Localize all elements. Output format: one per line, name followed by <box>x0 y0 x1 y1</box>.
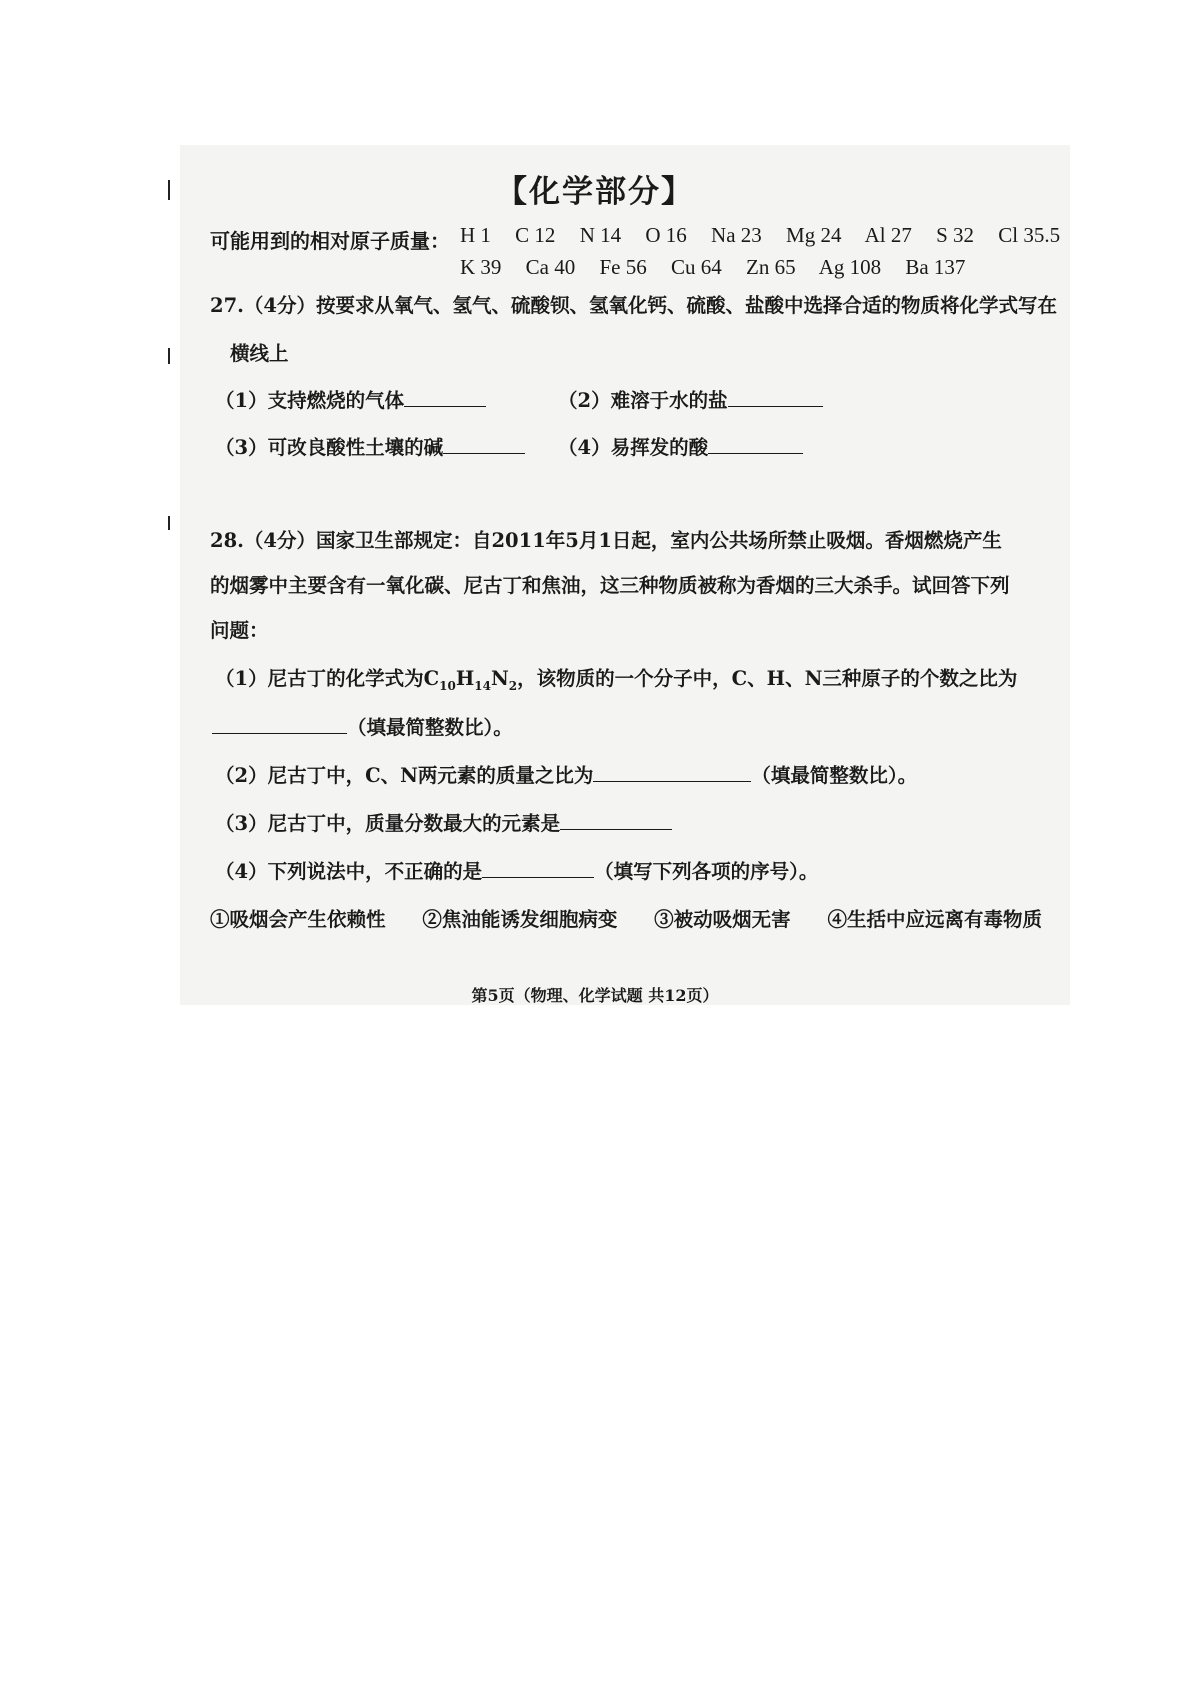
formula-subscript: 2 <box>508 678 518 693</box>
q28-part-4-text-a: （4）下列说法中，不正确的是 <box>215 860 483 883</box>
atomic-mass-item: Ba 137 <box>905 255 966 279</box>
q27-stem-line-1: 27.（4分）按要求从氧气、氢气、硫酸钡、氢氧化钙、硫酸、盐酸中选择合适的物质将化学式写在 <box>210 294 1057 317</box>
answer-blank-q27-2[interactable] <box>728 388 823 407</box>
q28-stem-line-2: 的烟雾中主要含有一氧化碳、尼古丁和焦油，这三种物质被称为香烟的三大杀手。试回答下列 <box>210 574 1010 597</box>
answer-blank-q27-1[interactable] <box>404 388 486 407</box>
q28-part-1-text-c: （填最简整数比）。 <box>347 716 513 739</box>
nicotine-formula <box>423 667 518 693</box>
choice-item: ③被动吸烟无害 <box>654 908 791 931</box>
q27-part-2-label: （2）难溶于水的盐 <box>558 389 728 412</box>
q28-part-2 <box>215 760 917 788</box>
q27-part-2 <box>558 385 823 413</box>
q27-stem-line-2: 横线上 <box>230 342 289 365</box>
section-title: 【化学部分】 <box>496 174 694 210</box>
q28-part-1-text-a: （1）尼古丁的化学式为 <box>215 667 424 690</box>
choice-item: ①吸烟会产生依赖性 <box>210 908 386 931</box>
q28-part-2-text-b: （填最简整数比）。 <box>751 764 918 787</box>
atomic-mass-item: C 12 <box>515 223 556 247</box>
atomic-mass-item: H 1 <box>460 223 491 247</box>
atomic-mass-row-2 <box>460 255 984 280</box>
q28-part-3 <box>215 808 672 836</box>
q28-part-2-text-a: （2）尼古丁中，C、N两元素的质量之比为 <box>215 764 594 787</box>
atomic-mass-row-1 <box>460 223 1079 248</box>
q27-part-1 <box>215 385 486 413</box>
q28-choices <box>210 904 1042 932</box>
formula-subscript: 14 <box>474 678 491 693</box>
atomic-mass-item: Ag 108 <box>818 255 882 279</box>
choice-item: ④生括中应远离有毒物质 <box>827 908 1042 931</box>
atomic-mass-label: 可能用到的相对原子质量： <box>210 229 450 253</box>
binding-mark <box>168 516 170 530</box>
answer-blank-q27-3[interactable] <box>443 435 525 454</box>
q28-stem-line-1: 28.（4分）国家卫生部规定：自2011年5月1日起，室内公共场所禁止吸烟。香烟燃烧产生 <box>210 529 1002 552</box>
atomic-mass-item: Mg 24 <box>786 223 842 247</box>
choice-item: ②焦油能诱发细胞病变 <box>422 908 618 931</box>
answer-blank-q28-2[interactable] <box>593 763 751 782</box>
formula-element: C <box>423 667 440 690</box>
answer-blank-q28-1[interactable] <box>212 715 347 734</box>
q27-part-1-label: （1）支持燃烧的气体 <box>215 389 405 412</box>
q27-part-4-label: （4）易挥发的酸 <box>558 436 709 459</box>
answer-blank-q28-4[interactable] <box>482 859 594 878</box>
atomic-mass-item: Al 27 <box>864 223 912 247</box>
atomic-mass-item: Na 23 <box>711 223 762 247</box>
q27-part-3 <box>215 432 525 460</box>
q28-part-4 <box>215 856 818 884</box>
answer-blank-q28-3[interactable] <box>560 811 672 830</box>
atomic-mass-item: Cu 64 <box>671 255 722 279</box>
binding-mark <box>168 348 170 364</box>
formula-element: N <box>490 667 509 690</box>
q28-part-1 <box>215 663 1017 693</box>
q28-part-1-text-b: ，该物质的一个分子中，C、H、N三种原子的个数之比为 <box>517 667 1018 690</box>
atomic-mass-item: Zn 65 <box>746 255 796 279</box>
formula-subscript: 10 <box>439 678 456 693</box>
q28-part-1-continued <box>212 712 513 740</box>
q28-stem-line-3: 问题： <box>210 619 269 642</box>
atomic-mass-item: Fe 56 <box>599 255 647 279</box>
formula-element: H <box>455 667 475 690</box>
atomic-mass-item: N 14 <box>579 223 622 247</box>
q28-part-4-text-b: （填写下列各项的序号）。 <box>594 860 819 883</box>
atomic-mass-item: K 39 <box>460 255 502 279</box>
page-footer: 第5页（物理、化学试题 共12页） <box>471 986 719 1005</box>
atomic-mass-item: Cl 35.5 <box>998 223 1061 247</box>
atomic-mass-item: O 16 <box>645 223 687 247</box>
q27-part-4 <box>558 432 803 460</box>
q28-part-3-label: （3）尼古丁中，质量分数最大的元素是 <box>215 812 561 835</box>
q27-part-3-label: （3）可改良酸性土壤的碱 <box>215 436 444 459</box>
atomic-mass-item: Ca 40 <box>525 255 576 279</box>
answer-blank-q27-4[interactable] <box>708 435 803 454</box>
atomic-mass-item: S 32 <box>936 223 974 247</box>
